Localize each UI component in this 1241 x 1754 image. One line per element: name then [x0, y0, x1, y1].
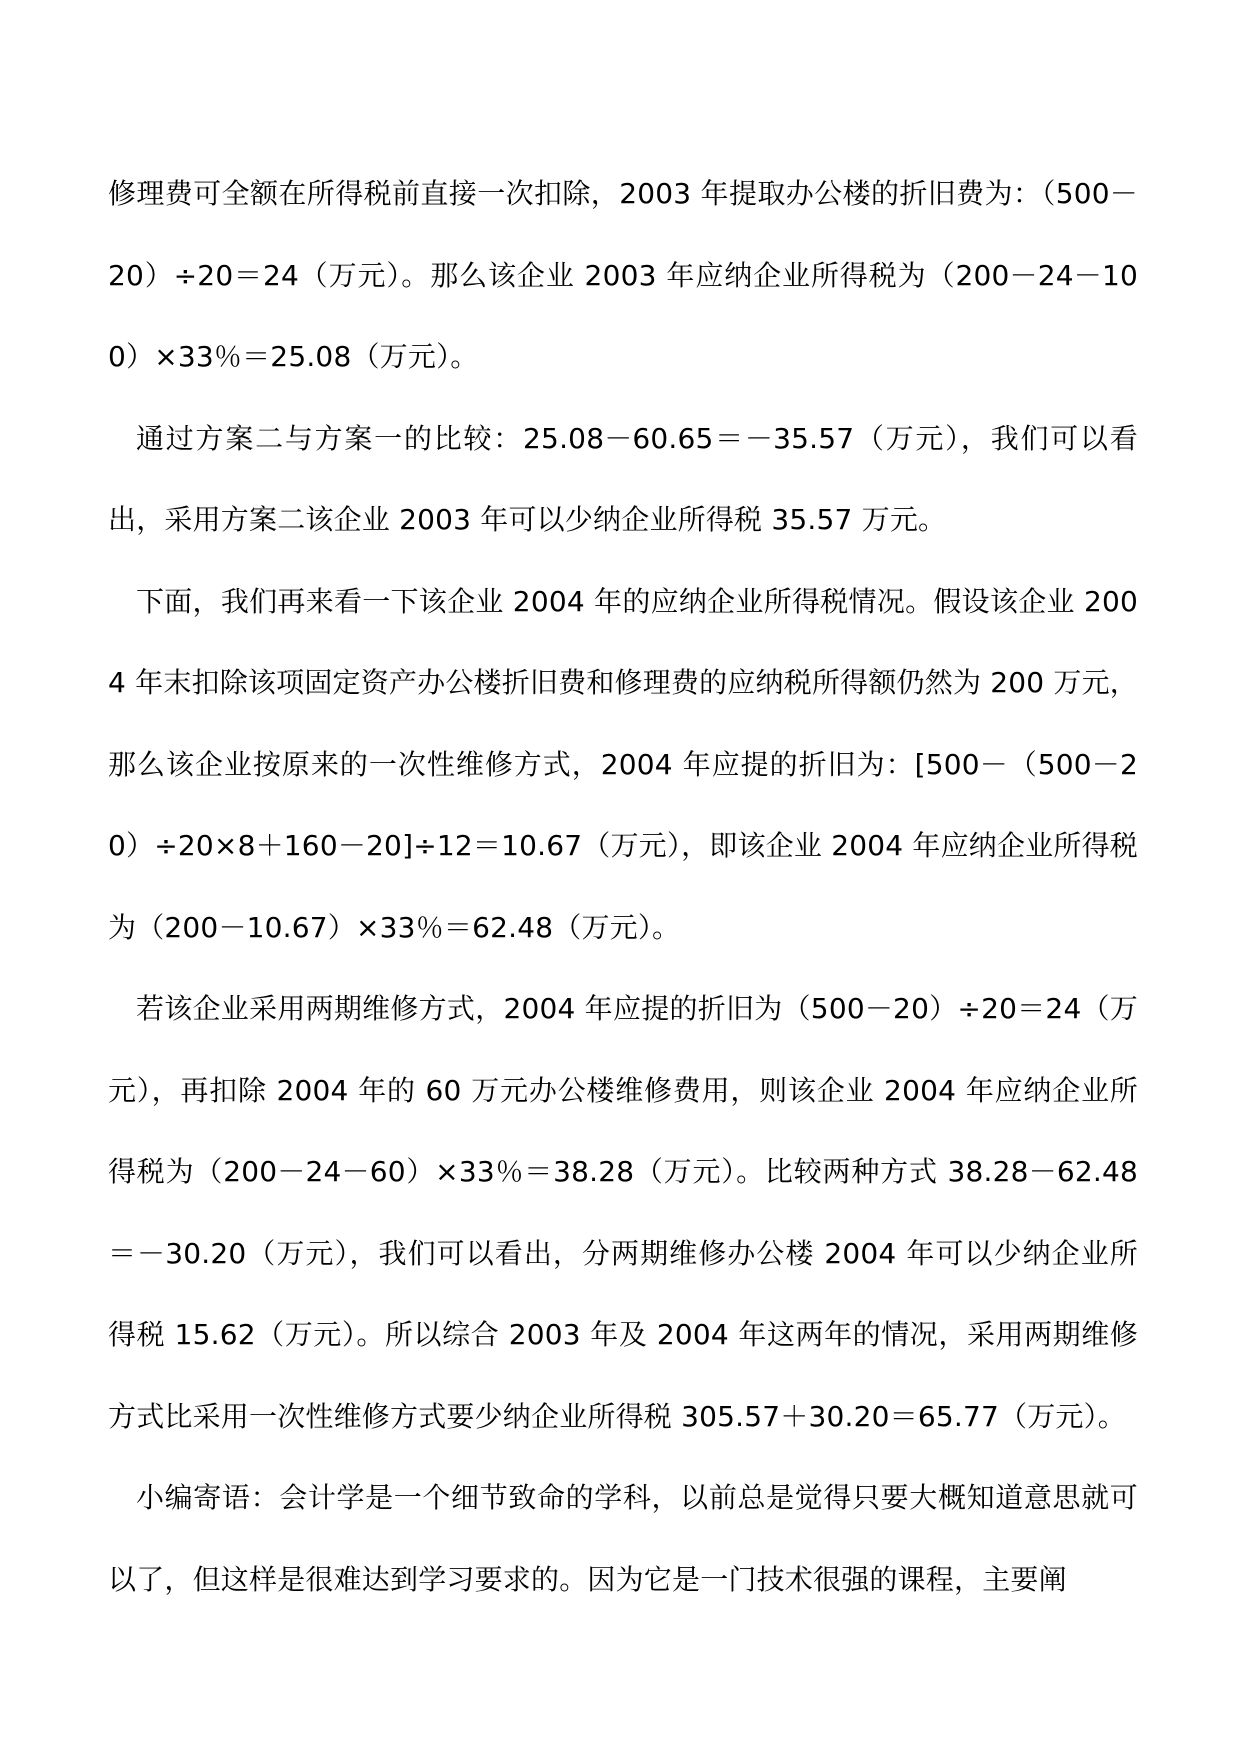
paragraph-editor-note: 小编寄语：会计学是一个细节致命的学科，以前总是觉得只要大概知道意思就可以了，但这样是很难达到学习要求的。因为它是一门技术很强的课程，主要阐 — [108, 1481, 1138, 1596]
paragraph-2004-two-period: 若该企业采用两期维修方式，2004 年应提的折旧为（500－20）÷20＝24（万元），再扣除 2004 年的 60 万元办公楼维修费用，则该企业 2004 年应纳企业所得税为（200－24－60）×33％＝38.28（万元）。比较两种方式 38.28－62.48＝－30.20（万元），我们可以看出，分两期维修办公楼 2004 年可以少纳企业所得税 15.62（万元）。所以综合 2003 年及 2004 年这两年的情况，采用两期维修方式比采用一次性维修方式要少纳企业所得税 305.57＋30.20＝65.77（万元）。 — [108, 992, 1138, 1433]
document-page — [108, 153, 1138, 1620]
paragraph-continuation: 修理费可全额在所得税前直接一次扣除，2003 年提取办公楼的折旧费为：（500－20）÷20＝24（万元）。那么该企业 2003 年应纳企业所得税为（200－24－100）×33％＝25.08（万元）。 — [108, 177, 1138, 373]
paragraph-2004-one-time: 下面，我们再来看一下该企业 2004 年的应纳企业所得税情况。假设该企业 2004 年末扣除该项固定资产办公楼折旧费和修理费的应纳税所得额仍然为 200 万元，那么该企业按原来的一次性维修方式，2004 年应提的折旧为：[500－（500－20）÷20×8＋160－20]÷12＝10.67（万元），即该企业 2004 年应纳企业所得税为（200－10.67）×33％＝62.48（万元）。 — [108, 584, 1138, 944]
paragraph-comparison-2003: 通过方案二与方案一的比较：25.08－60.65＝－35.57（万元），我们可以看出，采用方案二该企业 2003 年可以少纳企业所得税 35.57 万元。 — [108, 421, 1138, 536]
